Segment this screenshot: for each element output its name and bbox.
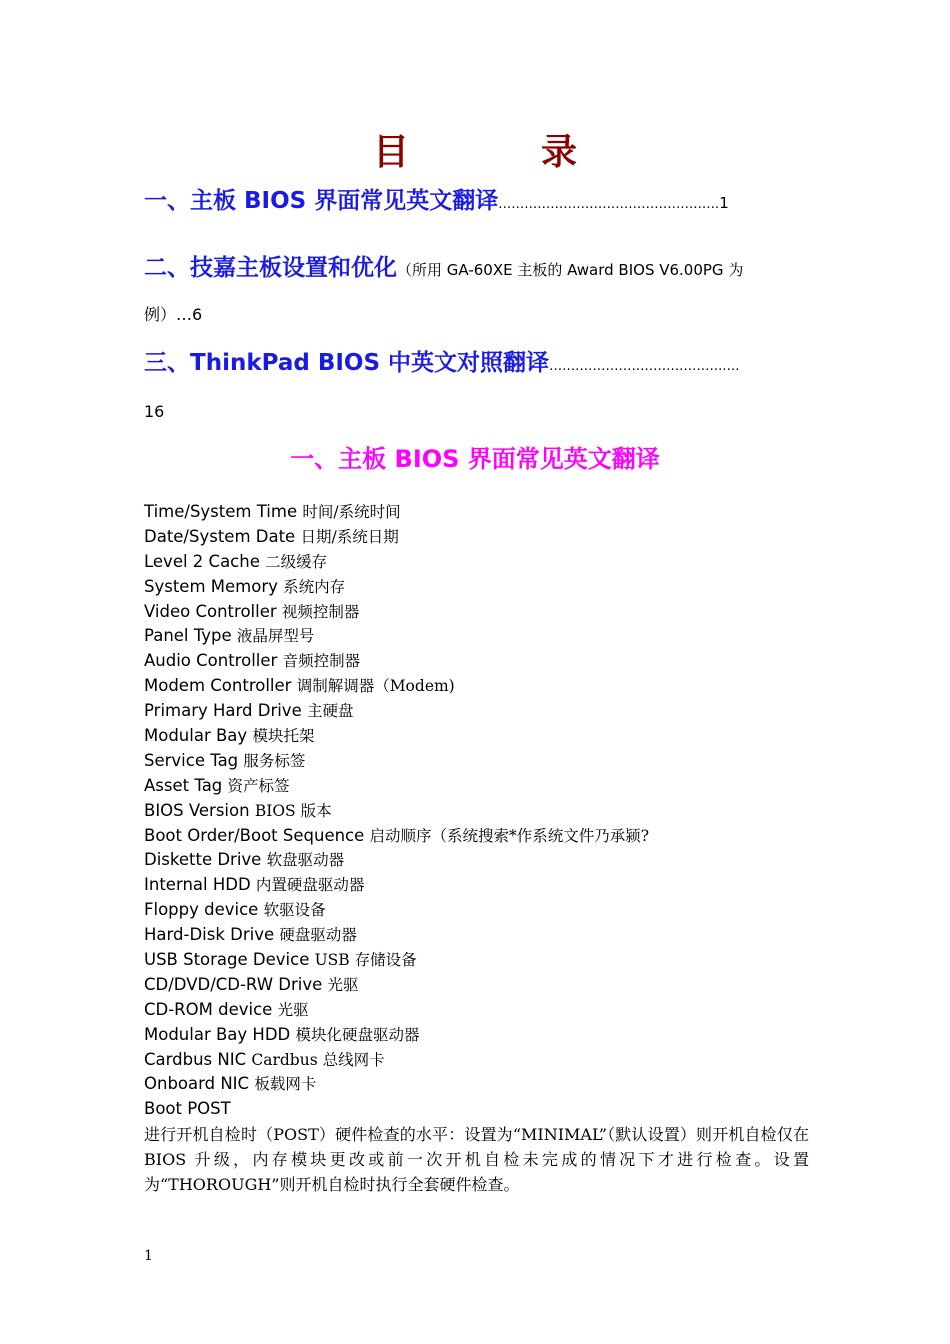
toc-entry-1-dots: ……………………………………………: [498, 197, 720, 212]
term-en: Level 2 Cache: [144, 551, 260, 571]
term-zh: 主硬盘: [306, 702, 354, 721]
list-item: [144, 799, 814, 824]
term-en: CD/DVD/CD-RW Drive: [144, 974, 323, 994]
term-en: Cardbus NIC: [144, 1049, 247, 1069]
term-en: Video Controller: [144, 601, 277, 621]
term-en: Boot Order/Boot Sequence: [144, 825, 365, 845]
toc-entry-1[interactable]: [144, 186, 809, 220]
term-zh: 硬盘驱动器: [279, 926, 357, 945]
term-list: [144, 500, 814, 1197]
list-item: [144, 948, 814, 973]
list-item: [144, 1048, 814, 1073]
section-title: 一、主板 BIOS 界面常见英文翻译: [290, 445, 660, 473]
term-en: Service Tag: [144, 750, 239, 770]
list-item: [144, 500, 814, 525]
toc-entry-1-label: 一、主板 BIOS 界面常见英文翻译: [144, 188, 499, 214]
term-en: Diskette Drive: [144, 850, 262, 870]
term-zh: 资产标签: [227, 776, 290, 795]
list-item: [144, 624, 814, 649]
list-item: [144, 1023, 814, 1048]
toc-entry-2[interactable]: [144, 253, 809, 285]
term-zh: 视频控制器: [281, 602, 360, 621]
list-item: [144, 1097, 814, 1122]
list-item: [144, 923, 814, 948]
page-number: 1: [144, 1248, 153, 1264]
term-zh: 内置硬盘驱动器: [255, 876, 365, 895]
list-item: [144, 774, 814, 799]
list-item: [144, 848, 814, 873]
list-item: [144, 1072, 814, 1097]
term-zh: 光驱: [277, 1000, 309, 1019]
list-item: [144, 998, 814, 1023]
term-en: Audio Controller: [144, 651, 278, 671]
term-zh: 模块化硬盘驱动器: [295, 1025, 420, 1044]
term-en: Date/System Date: [144, 526, 296, 546]
toc-entry-1-page: 1: [719, 194, 729, 212]
term-zh: 调制解调器（Modem): [296, 677, 455, 696]
toc-title: 目 录: [372, 131, 625, 173]
list-item: [144, 898, 814, 923]
term-en: Boot POST: [144, 1099, 231, 1119]
term-zh: 板载网卡: [254, 1075, 317, 1094]
term-en: Primary Hard Drive: [144, 701, 302, 721]
term-zh: 系统内存: [283, 577, 346, 596]
term-en: Floppy device: [144, 900, 259, 920]
toc-entry-3-page: 16: [144, 402, 165, 421]
term-en: Onboard NIC: [144, 1074, 250, 1094]
term-zh: 日期/系统日期: [300, 527, 399, 546]
toc-entry-3-dots: ………………………………….….: [549, 359, 740, 374]
term-en: Panel Type: [144, 626, 232, 646]
term-zh: 启动顺序（系统搜索*作系统文件乃承颍?: [369, 826, 650, 845]
term-zh: 软盘驱动器: [266, 851, 345, 870]
term-en: Modular Bay HDD: [144, 1024, 291, 1044]
term-zh: 时间/系统时间: [302, 503, 401, 521]
term-en: BIOS Version: [144, 800, 250, 820]
list-item: [144, 973, 814, 998]
term-zh: 二级缓存: [265, 552, 328, 571]
term-zh: 模块托架: [252, 727, 315, 746]
list-item: [144, 600, 814, 625]
list-item: [144, 649, 814, 674]
term-en: CD-ROM device: [144, 999, 273, 1019]
term-zh: 光驱: [327, 975, 359, 994]
term-en: Time/System Time: [144, 502, 298, 521]
list-item: [144, 674, 814, 699]
list-item: [144, 699, 814, 724]
term-zh: BIOS 版本: [254, 801, 332, 820]
boot-post-description: 进行开机自检时（POST）硬件检查的水平：设置为“MINIMAL”（默认设置）则开机自检仅在 BIOS 升级，内存模块更改或前一次开机自检未完成的情况下才进行检查。设置为“THOROUGH”则开机自检时执行全套硬件检查。: [144, 1125, 809, 1195]
term-en: Modular Bay: [144, 726, 248, 746]
list-item: [144, 525, 814, 550]
list-item: [144, 873, 814, 898]
term-en: USB Storage Device: [144, 950, 310, 970]
term-zh: 液晶屏型号: [236, 627, 315, 646]
term-zh: 音频控制器: [282, 652, 361, 671]
list-item: [144, 824, 814, 849]
term-zh: 软驱设备: [263, 901, 326, 920]
term-en: System Memory: [144, 576, 278, 596]
term-zh: USB 存储设备: [314, 951, 417, 970]
toc-entry-2-continuation: 例）…6: [144, 305, 203, 324]
term-zh: Cardbus 总线网卡: [251, 1050, 385, 1069]
list-item: [144, 724, 814, 749]
term-en: Internal HDD: [144, 875, 251, 895]
term-en: Modem Controller: [144, 676, 292, 696]
toc-entry-3-label: 三、ThinkPad BIOS 中英文对照翻译: [144, 350, 550, 376]
term-en: Hard-Disk Drive: [144, 925, 275, 945]
toc-entry-2-note: （所用 GA-60XE 主板的 Award BIOS V6.00PG 为: [397, 261, 744, 279]
list-item: [144, 550, 814, 575]
list-item: [144, 575, 814, 600]
term-en: Asset Tag: [144, 775, 223, 795]
toc-entry-3[interactable]: [144, 348, 809, 382]
term-zh: 服务标签: [243, 751, 306, 770]
toc-entry-2-label: 二、技嘉主板设置和优化: [144, 255, 397, 281]
list-item: [144, 749, 814, 774]
